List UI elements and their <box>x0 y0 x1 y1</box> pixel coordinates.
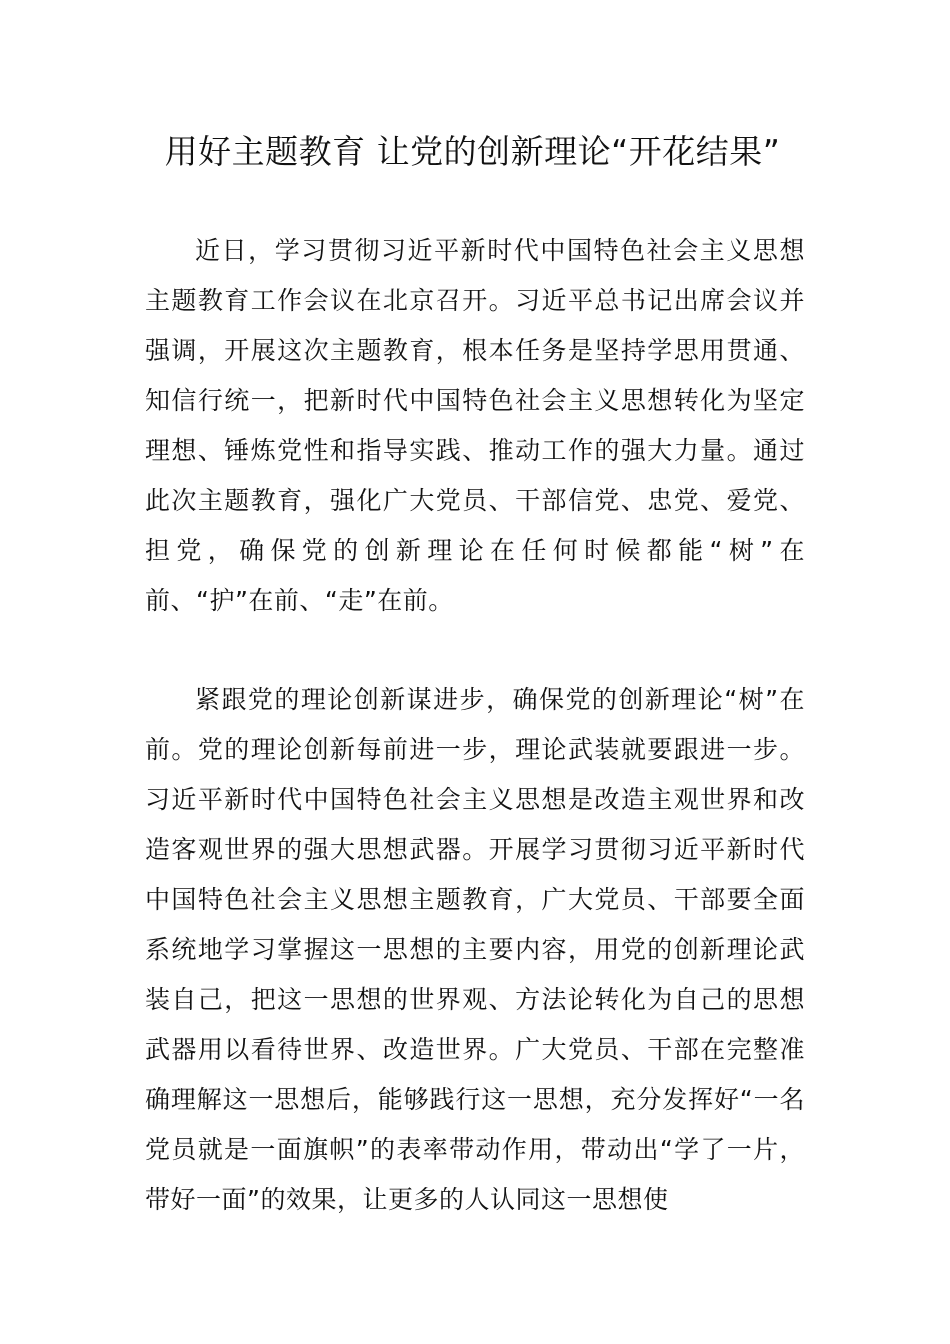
paragraph-theory-innovation: 紧跟党的理论创新谋进步，确保党的创新理论“树”在前。党的理论创新每前进一步，理论武装就要跟进一步。习近平新时代中国特色社会主义思想是改造主观世界和改造客观世界的强大思想武器。开展学习贯彻习近平新时代中国特色社会主义思想主题教育，广大党员、干部要全面系统地学习掌握这一思想的主要内容，用党的创新理论武装自己，把这一思想的世界观、方法论转化为自己的思想武器用以看待世界、改造世界。广大党员、干部在完整准确理解这一思想后，能够践行这一思想，充分发挥好“一名党员就是一面旗帜”的表率带动作用，带动出“学了一片，带好一面”的效果，让更多的人认同这一思想使 <box>145 685 805 1214</box>
document-title: 用好主题教育 让党的创新理论“开花结果” <box>164 132 781 171</box>
paragraph-intro: 近日，学习贯彻习近平新时代中国特色社会主义思想主题教育工作会议在北京召开。习近平总书记出席会议并强调，开展这次主题教育，根本任务是坚持学思用贯通、知信行统一，把新时代中国特色社会主义思想转化为坚定理想、锤炼党性和指导实践、推动工作的强大力量。通过此次主题教育，强化广大党员、干部信党、忠党、爱党、担党，确保党的创新理论在任何时候都能“树”在前、“护”在前、“走”在前。 <box>145 236 805 615</box>
